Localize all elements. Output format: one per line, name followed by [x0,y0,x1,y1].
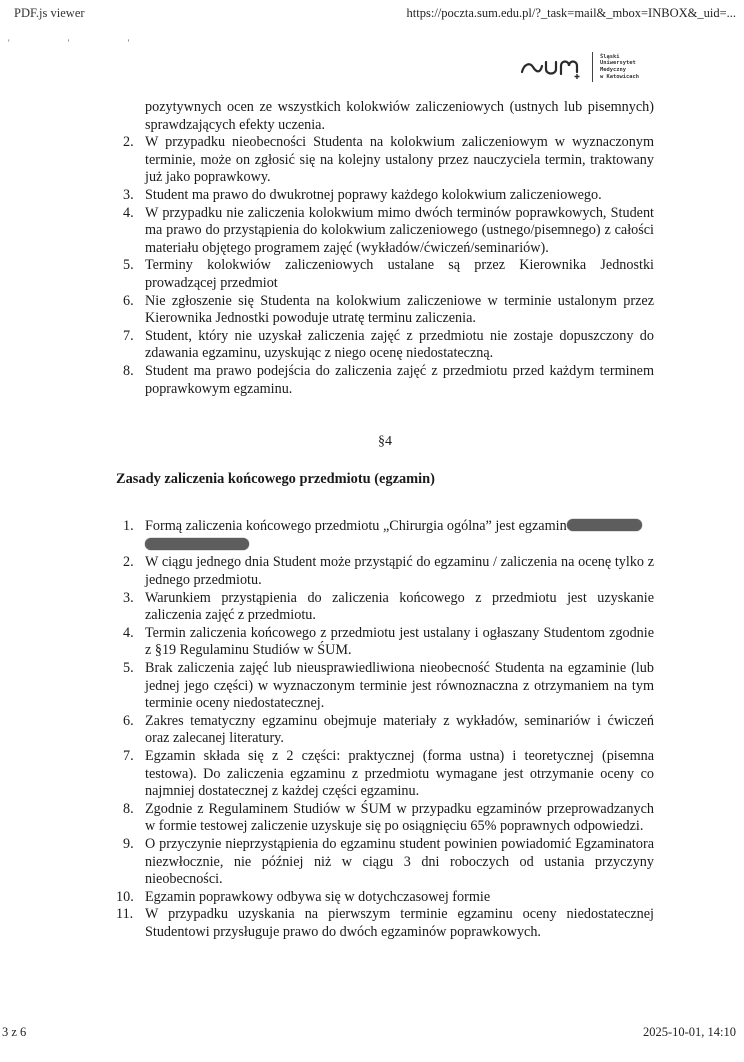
logo-line: Śląski [600,53,620,60]
list-item [116,748,654,801]
item-text: W przypadku nieobecności Studenta na kolokwium zaliczeniowym w wyznaczonym terminie, może on zgłosić się na kolejny ustalony przez nauczyciela termin, traktowany już jako poprawkowy. [145,134,654,186]
page-counter: 3 z 6 [2,1025,27,1039]
item-text: Nie zgłoszenie się Studenta na kolokwium zaliczeniowe w terminie ustalonym przez Kierownika Jednostki powoduje utratę terminu zaliczenia. [145,292,654,327]
list-item [116,134,654,187]
list-item [116,625,654,660]
list-item [116,660,654,713]
redaction-mark [145,538,249,550]
logo-line: w Katowicach [600,73,639,80]
section4-list [116,518,654,941]
item-text: W przypadku nie zaliczenia kolokwium mimo dwóch terminów poprawkowych, Student ma prawo do przystąpienia do kolokwium zaliczeniowego (ustnego/pisemnego) z całości materiału objętego programem zajęć (wykładów/ćwiczeń/seminariów). [145,204,654,256]
scan-specks: ' ' ' [8,38,158,48]
item-text: Student ma prawo podejścia do zaliczenia zajęć z przedmiotu przed każdym terminem poprawkowym egzaminu. [145,362,654,397]
item-text: Egzamin poprawkowy odbywa się w dotychczasowej formie [145,888,491,905]
continued-paragraph: pozytywnych ocen ze wszystkich kolokwiów zaliczeniowych (ustnych lub pisemnych) sprawdzających efekty uczenia. [145,99,654,133]
item-number: 8. [123,362,134,379]
item-text: Zakres tematyczny egzaminu obejmuje materiały z wykładów, seminariów i ćwiczeń oraz zalecanej literatury. [145,712,654,747]
item-number: 11. [116,906,134,923]
section3-list [116,134,654,398]
item-number: 2. [123,134,134,151]
item-number: 3. [123,186,134,203]
sum-logo-icon [520,54,586,80]
item-number: 7. [123,327,134,344]
item-number: 8. [123,800,134,817]
list-item [116,889,654,907]
list-item [116,801,654,836]
logo-text [600,54,639,80]
item-number: 1. [123,518,134,535]
item-number: 4. [123,204,134,221]
section-heading: Zasady zaliczenia końcowego przedmiotu (egzamin) [116,470,435,487]
logo-divider [592,52,593,82]
item-number: 5. [123,257,134,274]
redaction-mark [567,519,642,531]
item-text: Formą zaliczenia końcowego przedmiotu „Chirurgia ogólna” jest egzamin [145,518,567,535]
item-number: 4. [123,624,134,641]
item-text: Zgodnie z Regulaminem Studiów w ŚUM w przypadku egzaminów przeprowadzanych w formie testowej zaliczenie uzyskuje się po osiągnięciu 65% poprawnych odpowiedzi. [145,800,654,835]
item-number: 5. [123,660,134,677]
item-text: Termin zaliczenia końcowego z przedmiotu jest ustalany i ogłaszany Studentom zgodnie z §19 Regulaminu Studiów w ŚUM. [145,624,654,659]
item-text: Egzamin składa się z 2 części: praktycznej (forma ustna) i teoretycznej (pisemna testowa). Do zaliczenia egzaminu z przedmiotu wymagane jest otrzymanie oceny co najmniej dostatecznej z każdej części egzaminu. [145,748,654,800]
print-url: https://poczta.sum.edu.pl/?_task=mail&_mbox=INBOX&_uid=... [406,6,736,20]
list-item [116,293,654,328]
item-number: 10. [116,888,134,905]
item-number: 9. [123,835,134,852]
print-datetime: 2025-10-01, 14:10 [642,1025,736,1039]
list-item [116,906,654,941]
list-item [116,554,654,589]
item-number: 7. [123,748,134,764]
section-number: §4 [378,434,392,450]
item-text: Student, który nie uzyskał zaliczenia zajęć z przedmiotu nie zostaje dopuszczony do zdawania egzaminu, uzyskując z niego ocenę niedostateczną. [145,327,654,362]
list-item [116,187,654,205]
list-item [116,328,654,363]
university-logo [520,52,639,82]
browser-print-title: PDF.js viewer [14,6,85,20]
list-item [116,836,654,889]
item-number: 6. [123,712,134,729]
logo-line: Uniwersytet [600,60,636,67]
list-item [116,363,654,398]
item-text: O przyczynie nieprzystąpienia do egzaminu student powinien powiadomić Egzaminatora niezwłocznie, nie później niż w ciągu 3 dni roboczych od ustania przyczyny nieobecności. [145,835,654,888]
document-body [116,99,654,942]
item-number: 2. [123,554,134,571]
logo-line: Medyczny [600,67,626,73]
item-text: Brak zaliczenia zajęć lub nieusprawiedliwiona nieobecność Studenta na egzaminie (lub jednej jego części) w wyznaczonym terminie jest równoznaczna z otrzymaniem na tym terminie oceny niedostatecznej. [145,660,654,712]
item-number: 3. [123,589,134,606]
item-text: Terminy kolokwiów zaliczeniowych ustalane są przez Kierownika Jednostki prowadzącej przedmiot [145,257,654,291]
item-number: 6. [123,292,134,309]
list-item [116,518,654,554]
item-text: W przypadku uzyskania na pierwszym terminie egzaminu oceny niedostatecznej Studentowi przysługuje prawo do dwóch egzaminów poprawkowych. [145,906,654,940]
list-item [116,590,654,625]
item-text: Warunkiem przystąpienia do zaliczenia końcowego z przedmiotu jest uzyskanie zaliczenia zajęć z przedmiotu. [145,589,654,624]
list-item [116,257,654,292]
list-item [116,205,654,258]
list-item [116,713,654,748]
item-text: W ciągu jednego dnia Student może przystąpić do egzaminu / zaliczenia na ocenę tylko z jednego przedmiotu. [145,554,654,589]
item-text: Student ma prawo do dwukrotnej poprawy każdego kolokwium zaliczeniowego. [145,186,602,203]
